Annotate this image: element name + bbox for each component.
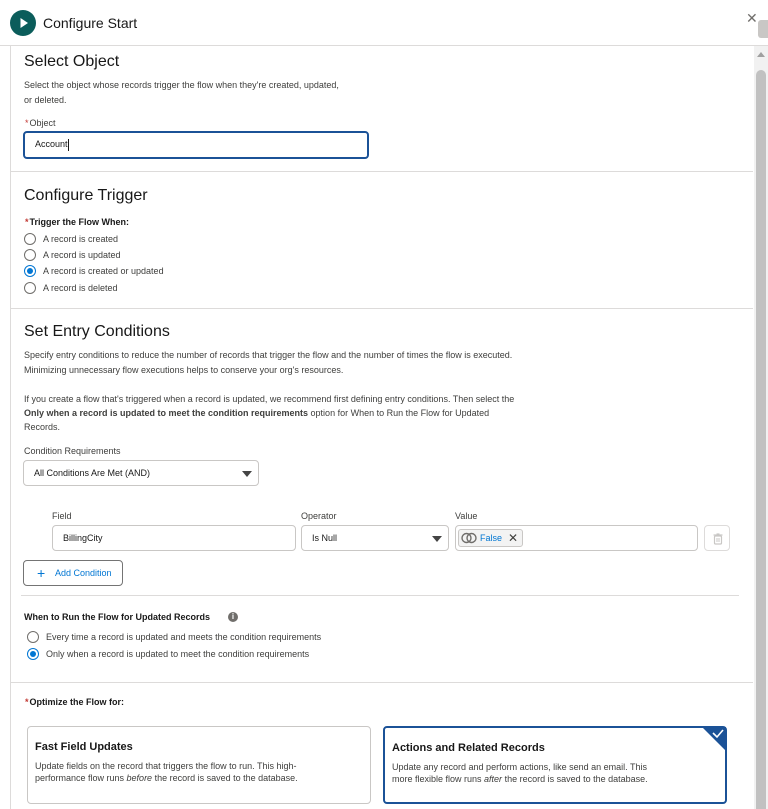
radio-button[interactable] xyxy=(24,249,36,261)
value-pill[interactable] xyxy=(458,529,523,547)
value-label: Value xyxy=(455,511,478,521)
modal-header xyxy=(0,0,768,46)
entry-help-line-2: Minimizing unnecessary flow executions helps to conserve your org's resources. xyxy=(24,365,344,375)
card-description xyxy=(35,760,365,784)
toggle-icon xyxy=(461,532,477,544)
scrollbar-thumb[interactable] xyxy=(756,70,766,809)
select-object-title: Select Object xyxy=(24,53,120,70)
card-desc-line-2-pre: performance flow runs xyxy=(35,773,127,783)
play-icon xyxy=(10,10,36,36)
run-option-only-when[interactable] xyxy=(27,647,427,661)
condition-requirements-select[interactable] xyxy=(23,460,259,486)
text-cursor xyxy=(68,139,69,151)
optimize-label xyxy=(25,697,124,707)
radio-button[interactable] xyxy=(27,631,39,643)
object-label-text: Object xyxy=(29,118,56,128)
fast-field-updates-card[interactable] xyxy=(27,726,371,804)
modal-title: Configure Start xyxy=(43,15,138,31)
select-object-help-line-1: Select the object whose records trigger the flow when they're created, updated, xyxy=(24,80,339,90)
card-title: Actions and Related Records xyxy=(392,742,545,754)
trash-icon xyxy=(705,526,731,552)
card-desc-line-1: Update fields on the record that triggers the flow to run. This high- xyxy=(35,761,297,771)
chevron-down-icon xyxy=(432,536,442,542)
card-desc-line-2-post: the record is saved to the database. xyxy=(502,774,648,784)
entry-help-line-3: If you create a flow that's triggered when a record is updated, we recommend first defining entry conditions. Then select the xyxy=(24,394,515,404)
entry-help-bold: Only when a record is updated to meet the condition requirements xyxy=(24,408,309,418)
radio-button[interactable] xyxy=(24,233,36,245)
condition-requirements-value: All Conditions Are Met (AND) xyxy=(34,468,151,478)
divider xyxy=(11,308,753,309)
info-icon[interactable]: i xyxy=(228,612,238,622)
card-desc-emphasis: after xyxy=(484,774,503,784)
actions-related-records-card[interactable] xyxy=(383,726,727,804)
optimize-label-text: Optimize the Flow for: xyxy=(29,697,125,707)
radio-button-selected[interactable] xyxy=(27,648,39,660)
side-panel-tab[interactable] xyxy=(758,20,768,38)
required-mark: * xyxy=(25,118,29,128)
select-object-help-line-2: or deleted. xyxy=(24,95,67,105)
field-label: Field xyxy=(52,511,72,521)
entry-help-line-1: Specify entry conditions to reduce the number of records that trigger the flow and the number of times the flow is executed. xyxy=(24,350,513,360)
divider xyxy=(11,171,753,172)
entry-help-line-5: Records. xyxy=(24,422,61,432)
delete-condition-button[interactable] xyxy=(704,525,730,551)
trigger-option-label: A record is deleted xyxy=(43,283,118,293)
close-icon[interactable]: ✕ xyxy=(507,531,519,545)
trigger-option-updated[interactable] xyxy=(24,248,224,262)
divider xyxy=(21,595,739,596)
checkmark-icon xyxy=(702,727,726,751)
card-desc-emphasis: before xyxy=(126,773,153,783)
required-mark: * xyxy=(25,697,29,707)
trigger-option-label: A record is updated xyxy=(43,250,121,260)
entry-conditions-title: Set Entry Conditions xyxy=(24,323,170,340)
object-input-value: Account xyxy=(35,139,68,149)
card-desc-line-2-pre: more flexible flow runs xyxy=(392,774,485,784)
divider xyxy=(11,682,753,683)
object-input[interactable] xyxy=(23,131,369,159)
scroll-up-arrow[interactable] xyxy=(757,52,765,57)
radio-button[interactable] xyxy=(24,282,36,294)
trigger-label-text: Trigger the Flow When: xyxy=(29,217,130,227)
field-input-value: BillingCity xyxy=(63,533,103,543)
trigger-option-created[interactable] xyxy=(24,232,224,246)
trigger-option-label: A record is created or updated xyxy=(43,266,164,276)
when-to-run-title: When to Run the Flow for Updated Records xyxy=(24,612,210,622)
value-input[interactable] xyxy=(455,525,698,551)
radio-button-selected[interactable] xyxy=(24,265,36,277)
value-pill-label: False xyxy=(480,533,503,543)
trigger-label xyxy=(25,217,129,227)
add-condition-label: Add Condition xyxy=(55,568,112,578)
operator-label: Operator xyxy=(301,511,337,521)
run-option-label: Only when a record is updated to meet the condition requirements xyxy=(46,649,310,659)
configure-trigger-title: Configure Trigger xyxy=(24,187,148,204)
operator-select[interactable] xyxy=(301,525,449,551)
entry-help-line-4 xyxy=(24,406,489,421)
condition-requirements-label: Condition Requirements xyxy=(24,446,121,456)
run-option-label: Every time a record is updated and meets the condition requirements xyxy=(46,632,322,642)
card-desc-line-2-post: the record is saved to the database. xyxy=(152,773,298,783)
run-option-every-time[interactable] xyxy=(27,630,427,644)
operator-select-value: Is Null xyxy=(312,533,338,543)
close-icon[interactable]: ✕ xyxy=(746,10,758,26)
object-label xyxy=(25,118,56,128)
trigger-option-deleted[interactable] xyxy=(24,281,224,295)
card-description xyxy=(392,761,722,785)
trigger-option-label: A record is created xyxy=(43,234,119,244)
chevron-down-icon xyxy=(242,471,252,477)
required-mark: * xyxy=(25,217,29,227)
modal-body xyxy=(10,46,752,809)
add-icon: + xyxy=(37,565,46,581)
card-title: Fast Field Updates xyxy=(35,741,133,753)
card-desc-line-1: Update any record and perform actions, like send an email. This xyxy=(392,762,647,772)
field-input[interactable] xyxy=(52,525,296,551)
entry-help-rest: option for When to Run the Flow for Updated xyxy=(308,408,490,418)
trigger-option-created-or-updated[interactable] xyxy=(24,264,224,278)
add-condition-button[interactable] xyxy=(23,560,123,586)
